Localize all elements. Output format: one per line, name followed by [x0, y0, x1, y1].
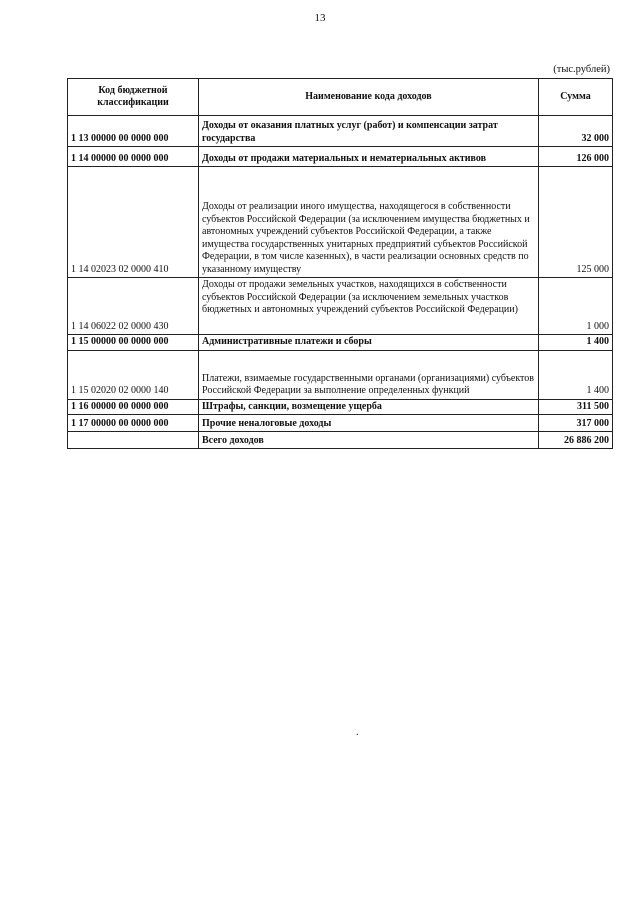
- table-row: [68, 167, 613, 278]
- table-row: [68, 415, 613, 432]
- row-name: Доходы от продажи земельных участков, находящихся в собственности субъектов Российской Федерации (за исключением земельных участков бюджетных и автономных учреждений субъектов Российской Федерации): [199, 278, 539, 335]
- table-row: [68, 116, 613, 147]
- row-sum: 1 400: [539, 335, 613, 351]
- row-sum: 32 000: [539, 116, 613, 147]
- row-name: Штрафы, санкции, возмещение ущерба: [199, 399, 539, 415]
- row-code: [68, 432, 199, 449]
- units-label: (тыс.рублей): [553, 64, 610, 75]
- row-name: Платежи, взимаемые государственными органами (организациями) субъектов Российской Федерации за выполнение определенных функций: [199, 350, 539, 399]
- table-header-row: [68, 79, 613, 116]
- row-name: Прочие неналоговые доходы: [199, 415, 539, 432]
- row-name: Административные платежи и сборы: [199, 335, 539, 351]
- row-sum: 1 000: [539, 278, 613, 335]
- header-sum: Сумма: [539, 79, 613, 116]
- row-sum: 317 000: [539, 415, 613, 432]
- row-code: 1 14 06022 02 0000 430: [68, 278, 199, 335]
- table-row: [68, 399, 613, 415]
- table-row: [68, 432, 613, 449]
- row-name: Доходы от оказания платных услуг (работ) и компенсации затрат государства: [199, 116, 539, 147]
- row-name: Всего доходов: [199, 432, 539, 449]
- row-code: 1 14 02023 02 0000 410: [68, 167, 199, 278]
- table-row: [68, 350, 613, 399]
- row-name: Доходы от продажи материальных и нематериальных активов: [199, 147, 539, 167]
- scan-mark: .: [356, 727, 359, 738]
- row-code: 1 15 02020 02 0000 140: [68, 350, 199, 399]
- row-code: 1 17 00000 00 0000 000: [68, 415, 199, 432]
- header-code: Код бюджетной классификации: [68, 79, 199, 116]
- row-sum: 26 886 200: [539, 432, 613, 449]
- row-sum: 126 000: [539, 147, 613, 167]
- row-sum: 125 000: [539, 167, 613, 278]
- row-name: Доходы от реализации иного имущества, находящегося в собственности субъектов Российской Федерации (за исключением имущества бюджетных и автономных учреждений субъектов Российской Федерации, а также имущества государственных унитарных предприятий субъектов Российской Федерации, в том числе казенных), в части реализации основных средств по указанному имуществу: [199, 167, 539, 278]
- row-sum: 311 500: [539, 399, 613, 415]
- row-code: 1 13 00000 00 0000 000: [68, 116, 199, 147]
- row-sum: 1 400: [539, 350, 613, 399]
- page-number: 13: [314, 12, 326, 24]
- table-row: [68, 335, 613, 351]
- table-row: [68, 278, 613, 335]
- row-code: 1 14 00000 00 0000 000: [68, 147, 199, 167]
- table-row: [68, 147, 613, 167]
- header-name: Наименование кода доходов: [199, 79, 539, 116]
- row-code: 1 16 00000 00 0000 000: [68, 399, 199, 415]
- row-code: 1 15 00000 00 0000 000: [68, 335, 199, 351]
- revenue-table: [67, 78, 613, 449]
